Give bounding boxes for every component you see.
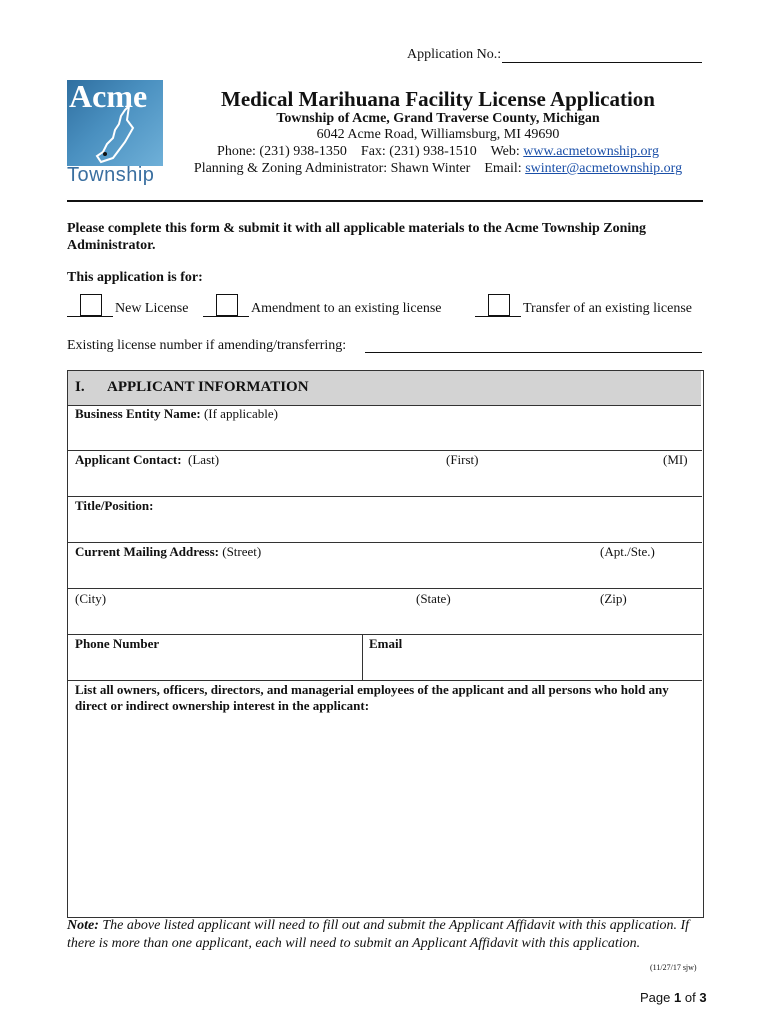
row-divider xyxy=(68,496,702,497)
amendment-checkbox[interactable] xyxy=(216,294,238,316)
new-license-checkbox[interactable] xyxy=(80,294,102,316)
admin-text: Planning & Zoning Administrator: Shawn Winter xyxy=(193,161,471,176)
section-title: APPLICANT INFORMATION xyxy=(107,379,309,395)
applicant-contact-label: Applicant Contact: (Last) xyxy=(75,452,220,467)
acme-township-logo xyxy=(67,80,163,186)
application-no-label: Application No.: xyxy=(407,47,502,62)
applicant-note: Note: The above listed applicant will need to fill out and submit the Applicant Affidavit with this application. If there is more than one applicant, each will need to submit an Applicant Affidavit with this application. xyxy=(67,918,690,951)
page-indicator: Page 1 of 3 xyxy=(640,990,707,1005)
contact-line xyxy=(150,144,726,160)
option-amendment xyxy=(203,296,442,317)
email-label: Email: xyxy=(484,161,522,176)
fax-text: Fax: (231) 938-1510 xyxy=(360,144,477,159)
apt-label: (Apt./Ste.) xyxy=(600,544,655,559)
existing-license-field[interactable] xyxy=(365,352,702,353)
application-no-field[interactable] xyxy=(502,62,702,63)
row-divider xyxy=(68,588,702,589)
row-divider xyxy=(68,542,702,543)
email-field-label: Email xyxy=(369,636,403,651)
owners-textarea[interactable] xyxy=(70,718,700,914)
transfer-checkbox[interactable] xyxy=(488,294,510,316)
page-title: Medical Marihuana Facility License Application xyxy=(221,87,655,111)
org-name: Township of Acme, Grand Traverse County, Michigan xyxy=(276,111,600,126)
first-name-label: (First) xyxy=(446,452,479,467)
phone-number-label: Phone Number xyxy=(75,636,160,651)
business-entity-label: Business Entity Name: (If applicable) xyxy=(75,406,278,421)
row-divider xyxy=(68,450,702,451)
application-for-label: This application is for: xyxy=(67,270,203,285)
header-divider xyxy=(67,200,703,202)
revision-date: (11/27/17 sjw) xyxy=(650,963,697,972)
title-position-label: Title/Position: xyxy=(75,498,154,513)
option-label: Transfer of an existing license xyxy=(523,301,692,316)
option-new-license xyxy=(67,296,188,317)
state-label: (State) xyxy=(416,591,451,606)
row-divider xyxy=(68,634,702,635)
intro-text: Please complete this form & submit it with all applicable materials to the Acme Township Zoning Administrator. xyxy=(67,221,647,253)
mi-label: (MI) xyxy=(663,452,688,467)
mailing-address-label: Current Mailing Address: (Street) xyxy=(75,544,262,559)
org-address: 6042 Acme Road, Williamsburg, MI 49690 xyxy=(316,127,560,142)
logo-map-graphic xyxy=(67,80,163,166)
logo-town: Township xyxy=(67,164,155,186)
phone-text: Phone: (231) 938-1350 xyxy=(217,144,347,159)
option-label: New License xyxy=(115,301,189,316)
row-divider xyxy=(68,680,702,681)
owners-instructions: List all owners, officers, directors, and managerial employees of the applicant and all persons who hold any direct or indirect ownership interest in the applicant: xyxy=(75,682,669,713)
section-header xyxy=(68,371,701,406)
admin-line xyxy=(150,161,726,177)
zip-label: (Zip) xyxy=(600,591,627,606)
option-label: Amendment to an existing license xyxy=(251,301,442,316)
option-transfer xyxy=(475,296,692,317)
email-link[interactable]: swinter@acmetownship.org xyxy=(525,161,683,176)
existing-license-label: Existing license number if amending/transferring: xyxy=(67,338,347,353)
column-divider xyxy=(362,634,363,680)
logo-word: Acme xyxy=(69,78,148,114)
web-label: Web: xyxy=(490,144,520,159)
section-number: I. xyxy=(75,379,85,395)
web-link[interactable]: www.acmetownship.org xyxy=(523,144,659,159)
city-label: (City) xyxy=(75,591,107,606)
